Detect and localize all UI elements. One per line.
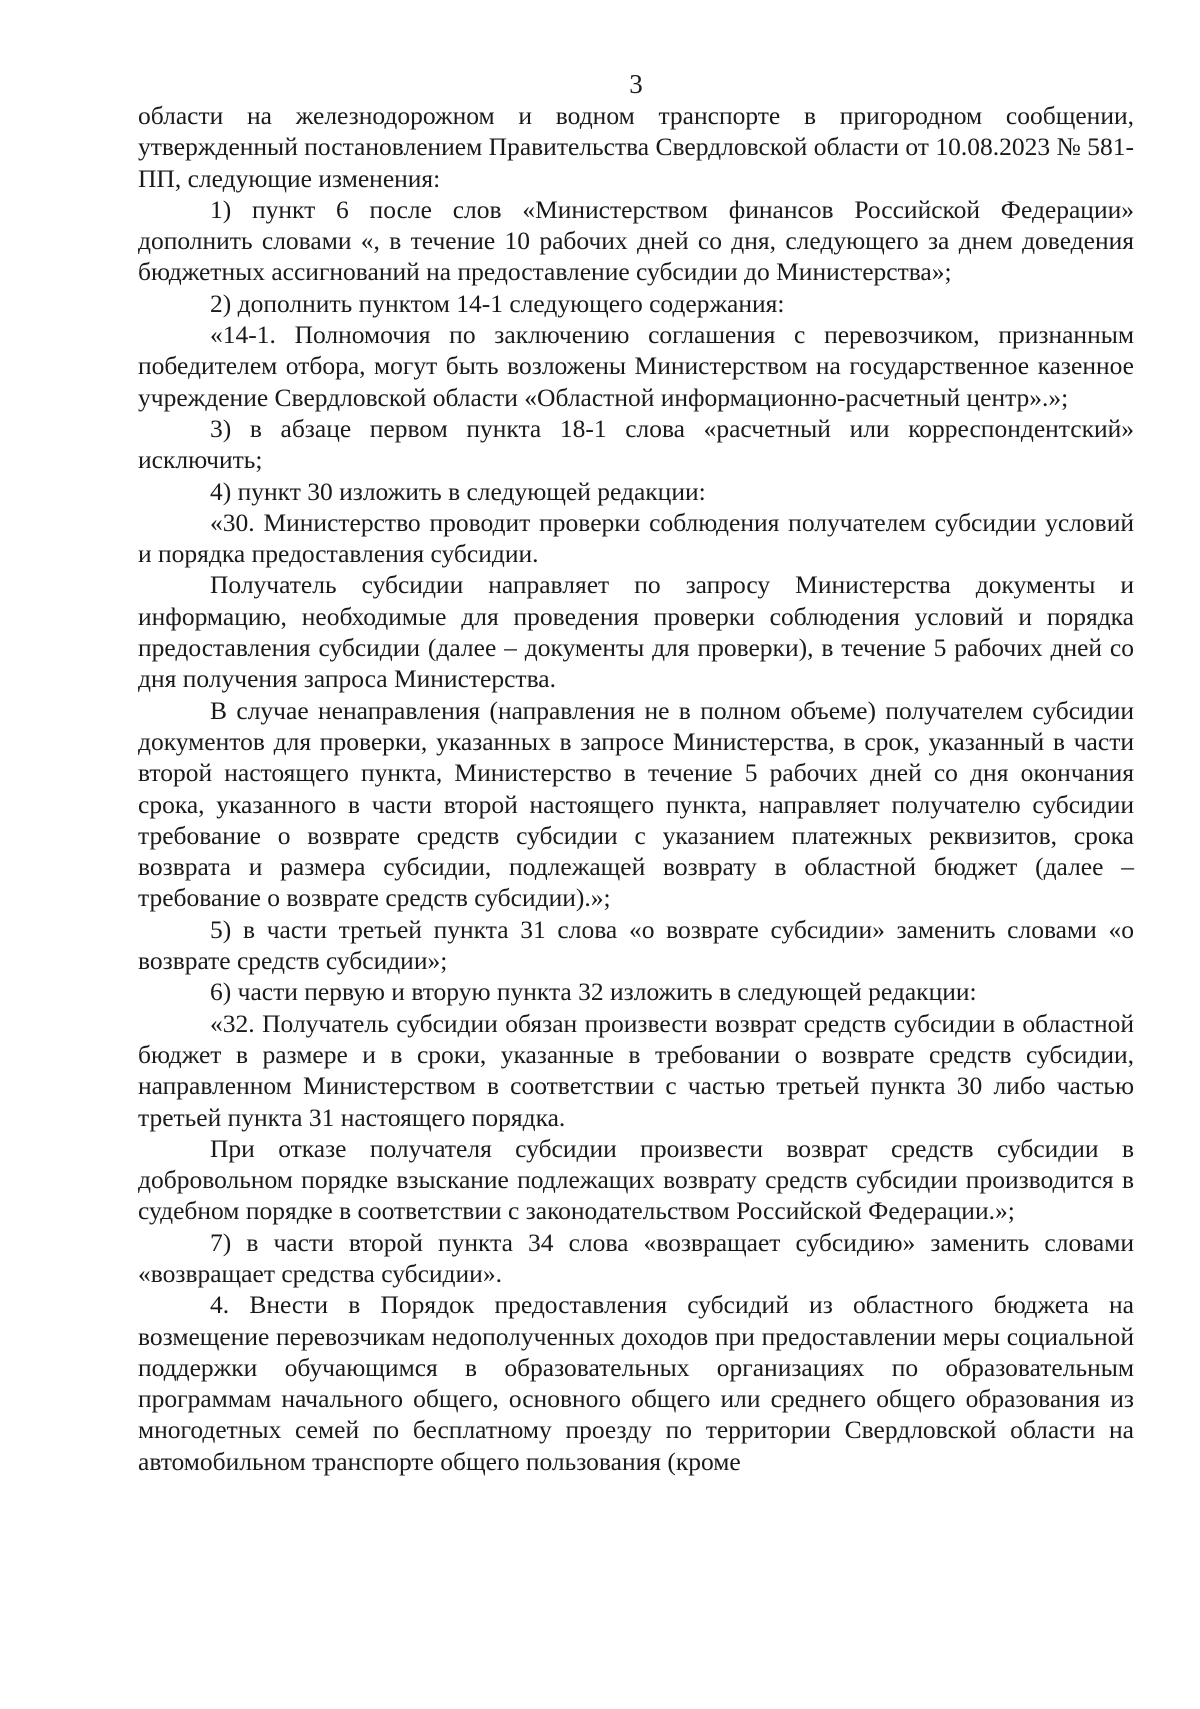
paragraph-item-30-text: «30. Министерство проводит проверки соблюдения получателем субсидии условий и порядка предоставления субсидии. [138, 507, 1134, 569]
paragraph-item-5: 5) в части третьей пункта 31 слова «о возврате субсидии» заменить словами «о возврате средств субсидии»; [138, 914, 1134, 976]
paragraph-item-32-text: «32. Получатель субсидии обязан произвести возврат средств субсидии в областной бюджет в размере и в сроки, указанные в требовании о возврате средств субсидии, направленном Министерством в соответствии с частью третьей пункта 30 либо частью третьей пункта 31 настоящего порядка. [138, 1008, 1134, 1132]
paragraph-item-30-part-2: Получатель субсидии направляет по запросу Министерства документы и информацию, необходимые для проведения проверки соблюдения условий и порядка предоставления субсидии (далее – документы для проверки), в течение 5 рабочих дней со дня получения запроса Министерства. [138, 570, 1134, 694]
paragraph-section-4: 4. Внести в Порядок предоставления субсидий из областного бюджета на возмещение перевозчикам недополученных доходов при предоставлении меры социальной поддержки обучающимся в образовательных организациях по образовательным программам начального общего, основного общего или среднего общего образования из многодетных семей по бесплатному проезду по территории Свердловской области на автомобильном транспорте общего пользования (кроме [138, 1290, 1134, 1476]
paragraph-item-4: 4) пункт 30 изложить в следующей редакции: [210, 476, 706, 506]
paragraph-item-1: 1) пункт 6 после слов «Министерством финансов Российской Федерации» дополнить словами «, в течение 10 рабочих дней со дня, следующего за днем доведения бюджетных ассигнований на предоставление субсидии до Министерства»; [138, 194, 1134, 287]
page-number: 3 [629, 69, 643, 99]
paragraph-item-32-part-2: При отказе получателя субсидии произвести возврат средств субсидии в добровольном порядке взыскание подлежащих возврату средств субсидии производится в судебном порядке в соответствии с законодательством Российской Федерации.»; [138, 1133, 1134, 1226]
paragraph-item-7: 7) в части второй пункта 34 слова «возвращает субсидию» заменить словами «возвращает средства субсидии». [138, 1227, 1134, 1288]
paragraph-item-14-1-text: «14-1. Полномочия по заключению соглашения с перевозчиком, признанным победителем отбора, могут быть возложены Министерством на государственное казенное учреждение Свердловской области «Областной информационно-расчетный центр».»; [138, 320, 1134, 412]
document-page [138, 68, 1134, 1477]
paragraph-continuation: области на железнодорожном и водном транспорте в пригородном сообщении, утвержденный постановлением Правительства Свердловской области от 10.08.2023 № 581-ПП, следующие изменения: [138, 101, 1134, 193]
document-body [138, 100, 1134, 1477]
paragraph-item-2: 2) дополнить пунктом 14-1 следующего содержания: [210, 288, 785, 318]
paragraph-item-3: 3) в абзаце первом пункта 18-1 слова «расчетный или корреспондентский» исключить; [138, 413, 1134, 475]
paragraph-item-30-part-3: В случае ненаправления (направления не в полном объеме) получателем субсидии документов для проверки, указанных в запросе Министерства, в срок, указанный в части второй настоящего пункта, Министерство в течение 5 рабочих дней со дня окончания срока, указанного в части второй настоящего пункта, направляет получателю субсидии требование о возврате средств субсидии с указанием платежных реквизитов, срока возврата и размера субсидии, подлежащей возврату в областной бюджет (далее – требование о возврате средств субсидии).»; [138, 695, 1134, 913]
paragraph-item-6: 6) части первую и вторую пункта 32 изложить в следующей редакции: [210, 977, 977, 1007]
